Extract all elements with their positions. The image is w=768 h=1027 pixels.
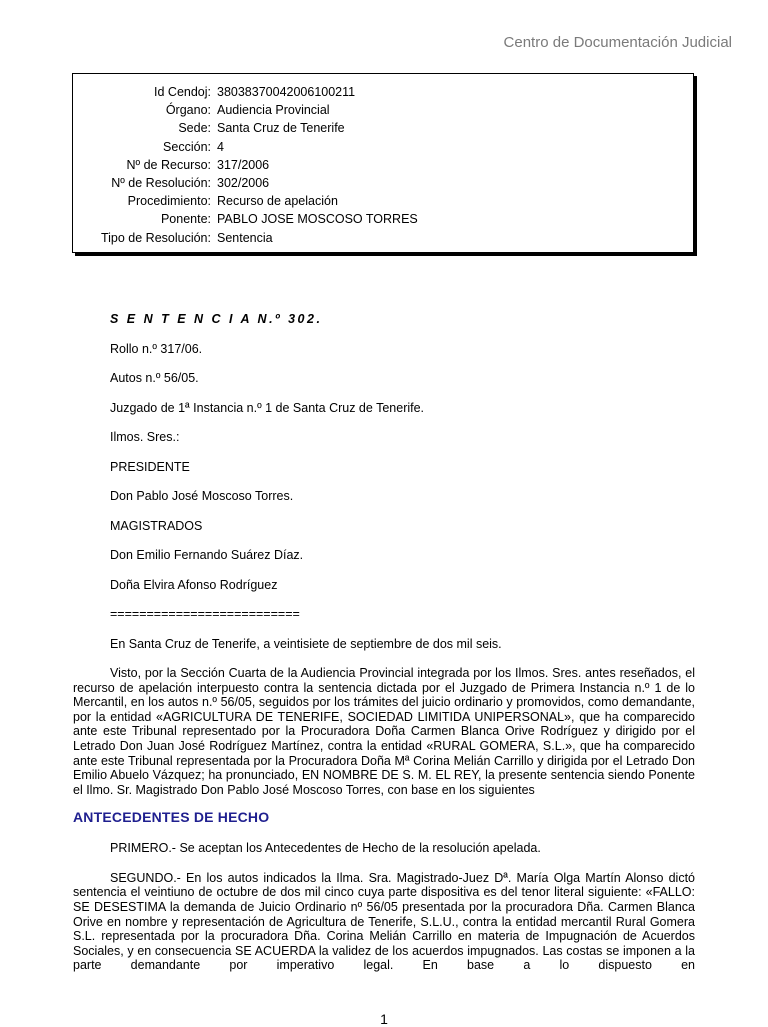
section-heading-antecedentes: ANTECEDENTES DE HECHO — [73, 809, 270, 826]
meta-label: Procedimiento: — [127, 194, 211, 209]
meta-row-seccion — [73, 138, 693, 156]
meta-value: 38038370042006100211 — [217, 85, 356, 99]
meta-value: 317/2006 — [217, 157, 270, 172]
meta-label: Sede: — [178, 121, 211, 136]
magistrados-label: MAGISTRADOS — [110, 518, 203, 533]
presidente-label: PRESIDENTE — [110, 459, 190, 474]
sentence-title: S E N T E N C I A N.º 302. — [110, 312, 323, 326]
meta-label: Nº de Recurso: — [126, 157, 211, 172]
meta-label: Ponente: — [160, 212, 211, 227]
presidente-name: Don Pablo José Moscoso Torres. — [110, 489, 294, 503]
meta-value: Sentencia — [217, 230, 273, 245]
meta-value: 302/2006 — [217, 176, 270, 191]
meta-row-organo — [73, 101, 693, 119]
meta-row-recurso — [73, 156, 693, 174]
meta-value: Recurso de apelación — [217, 194, 338, 209]
place-date: En Santa Cruz de Tenerife, a veintisiete de septiembre de dos mil seis. — [110, 636, 502, 651]
meta-label: Nº de Resolución: — [111, 176, 211, 191]
meta-label: Sección: — [163, 139, 211, 154]
segundo-paragraph: SEGUNDO.- En los autos indicados la Ilma. Sra. Magistrado-Juez Dª. María Olga Martín Alonso dictó sentencia el veintiuno de octubre de dos mil cinco cuya parte dispositiva es del tenor literal siguiente: «FALLO: SE DESESTIMA la demanda de Juicio Ordinario nº 56/05 presentada por la procuradora Dña. Carmen Blanca Orive en nombre y representación de Agricultura de Tenerife, S.L.U., contra la entidad mercantil Rural Gomera S.L. representada por la procuradora Dña. Corina Melián Carrillo en materia de Impugnación de Acuerdos Sociales, y en consecuencia SE ACUERDA la validez de los acuerdos impugnados. Las costas se imponen a la parte demandante por imperativo legal. En base a lo dispuesto en — [73, 870, 695, 973]
ilmos-label: Ilmos. Sres.: — [110, 430, 180, 444]
meta-label: Órgano: — [165, 103, 211, 118]
page-number: 1 — [380, 1011, 388, 1027]
magistrado-name: Don Emilio Fernando Suárez Díaz. — [110, 548, 304, 562]
meta-row-resolucion — [73, 174, 693, 192]
meta-value: 4 — [217, 139, 224, 154]
magistrado-name: Doña Elvira Afonso Rodríguez — [110, 577, 278, 592]
metadata-box — [72, 73, 694, 253]
meta-label: Tipo de Resolución: — [100, 230, 211, 245]
meta-row-tipo-resolucion — [73, 229, 693, 247]
meta-row-procedimiento — [73, 192, 693, 210]
autos-number: Autos n.º 56/05. — [110, 371, 199, 385]
primero-paragraph: PRIMERO.- Se aceptan los Antecedentes de Hecho de la resolución apelada. — [110, 841, 541, 856]
meta-row-ponente — [73, 210, 693, 228]
visto-paragraph: Visto, por la Sección Cuarta de la Audiencia Provincial integrada por los Ilmos. Sres. antes reseñados, el recurso de apelación interpuesto contra la sentencia dictada por el Juzgado de Primera Instancia n.º 1 de lo Mercantil, en los autos n.º 56/05, seguidos por los trámites del juicio ordinario y promovidos, como demandante, por la entidad «AGRICULTURA DE TENERIFE, SOCIEDAD LIMITIDA UNIPERSONAL», que ha comparecido ante este Tribunal representado por la Procuradora Doña Carmen Blanca Orive Rodríguez y dirigido por el Letrado Don Juan José Rodríguez Martínez, contra la entidad «RURAL GOMERA, S.L.», que ha comparecido ante este Tribunal representada por la Procuradora Doña Mª Corina Melián Carrillo y dirigida por el Letrado Don Emilio Abuelo Vázquez; ha pronunciado, EN NOMBRE DE S. M. EL REY, la presente sentencia siendo Ponente el Ilmo. Sr. Magistrado Don Pablo José Moscoso Torres, con base en los siguientes — [73, 666, 695, 797]
meta-value: Audiencia Provincial — [217, 103, 330, 118]
rollo-number: Rollo n.º 317/06. — [110, 341, 203, 356]
meta-value: PABLO JOSE MOSCOSO TORRES — [217, 212, 418, 227]
meta-label: Id Cendoj: — [154, 85, 211, 99]
meta-row-sede — [73, 119, 693, 137]
separator-line: ========================== — [110, 607, 300, 621]
document-body — [73, 312, 695, 973]
meta-row-id-cendoj — [73, 83, 693, 101]
court-name: Juzgado de 1ª Instancia n.º 1 de Santa Cruz de Tenerife. — [110, 400, 425, 415]
meta-value: Santa Cruz de Tenerife — [217, 121, 345, 136]
document-source-header: Centro de Documentación Judicial — [503, 34, 732, 51]
